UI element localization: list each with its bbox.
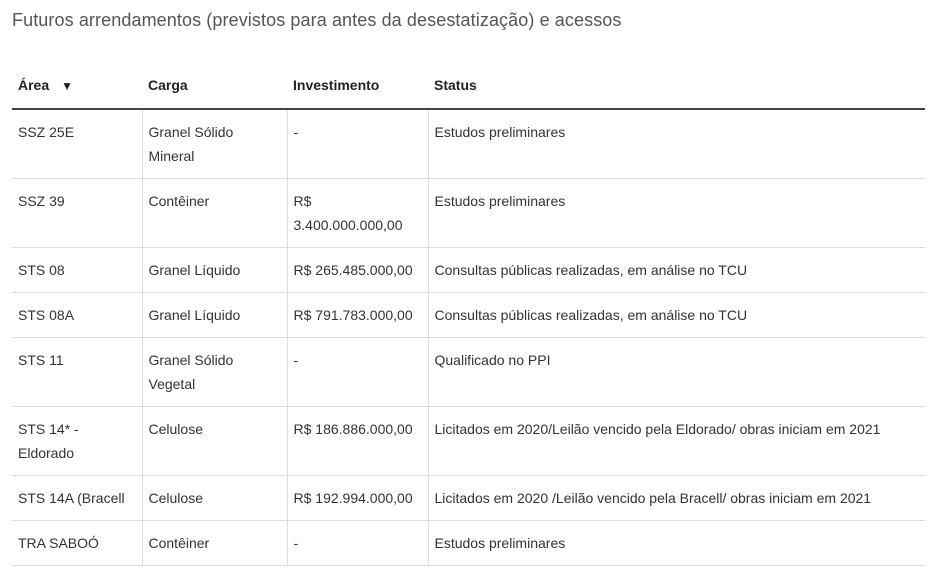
cell-status: Estudos preliminares <box>428 109 925 179</box>
cell-carga: Granel Sólido Vegetal <box>142 338 287 407</box>
cell-investimento: R$ 791.783.000,00 <box>287 293 428 338</box>
cell-area: STS 14A (Bracell <box>12 476 142 521</box>
cell-area: STS 08A <box>12 293 142 338</box>
cell-carga: Celulose <box>142 407 287 476</box>
column-header-investimento: Investimento <box>287 62 428 109</box>
table-row <box>12 293 925 338</box>
cell-investimento: - <box>287 338 428 407</box>
cell-carga: Granel Líquido <box>142 248 287 293</box>
cell-carga: Celulose <box>142 476 287 521</box>
cell-investimento: R$ 192.994.000,00 <box>287 476 428 521</box>
table-header-row <box>12 62 925 109</box>
table-row <box>12 109 925 179</box>
cell-carga: Granel Líquido <box>142 293 287 338</box>
page-title: Futuros arrendamentos (previstos para antes da desestatização) e acessos <box>12 10 622 30</box>
cell-carga: Granel Sólido Mineral <box>142 109 287 179</box>
cell-status: Consultas públicas realizadas, em análise no TCU <box>428 293 925 338</box>
cell-area: STS 14* - Eldorado <box>12 407 142 476</box>
cell-investimento: R$ 186.886.000,00 <box>287 407 428 476</box>
table-row <box>12 521 925 566</box>
cell-investimento: R$ 265.485.000,00 <box>287 248 428 293</box>
cell-status: Licitados em 2020 /Leilão vencido pela Bracell/ obras iniciam em 2021 <box>428 476 925 521</box>
cell-status: Licitados em 2020/Leilão vencido pela Eldorado/ obras iniciam em 2021 <box>428 407 925 476</box>
cell-status: Estudos preliminares <box>428 179 925 248</box>
table-row <box>12 248 925 293</box>
cell-area: SSZ 25E <box>12 109 142 179</box>
cell-area: TRA SABOÓ <box>12 521 142 566</box>
column-header-carga: Carga <box>142 62 287 109</box>
cell-investimento: - <box>287 109 428 179</box>
cell-area: STS 11 <box>12 338 142 407</box>
cell-status: Estudos preliminares <box>428 521 925 566</box>
leases-table <box>12 62 925 566</box>
cell-investimento: - <box>287 521 428 566</box>
cell-carga: Contêiner <box>142 179 287 248</box>
cell-status: Consultas públicas realizadas, em análise no TCU <box>428 248 925 293</box>
table-row <box>12 407 925 476</box>
column-header-area[interactable] <box>12 62 142 109</box>
cell-investimento: R$ 3.400.000.000,00 <box>287 179 428 248</box>
cell-status: Qualificado no PPI <box>428 338 925 407</box>
column-header-status: Status <box>428 62 925 109</box>
table-row <box>12 338 925 407</box>
cell-area: STS 08 <box>12 248 142 293</box>
table-row <box>12 476 925 521</box>
column-header-area-label: Área <box>18 76 50 93</box>
sort-descending-icon[interactable]: ▼ <box>61 78 74 93</box>
cell-carga: Contêiner <box>142 521 287 566</box>
cell-area: SSZ 39 <box>12 179 142 248</box>
table-row <box>12 179 925 248</box>
